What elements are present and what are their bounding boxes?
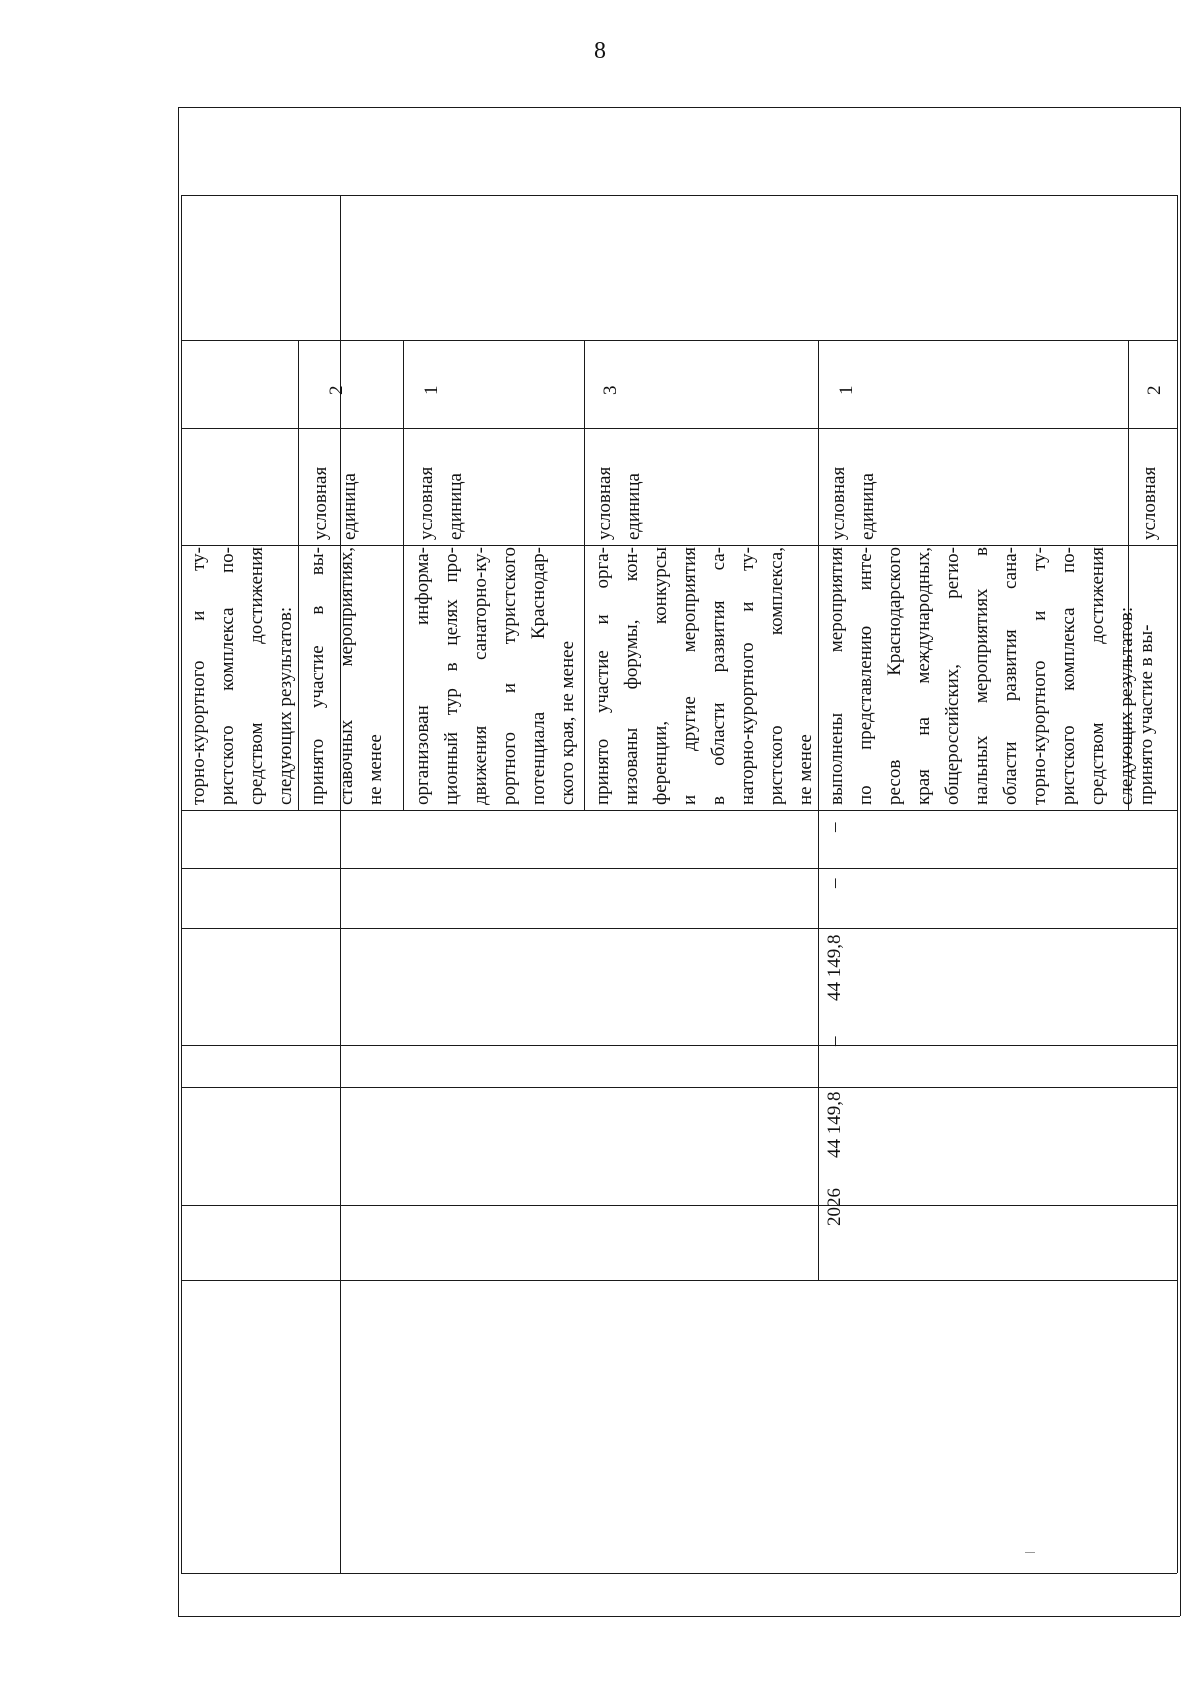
row-1-value: 2 (326, 385, 347, 395)
scan-mark (1025, 1552, 1035, 1553)
continued-description: торно-курортного и ту- ристского комплекса по- средством достижения следующих результатов: (188, 547, 296, 805)
row-2-value: 1 (421, 385, 442, 395)
row-4-description: принято участие в вы- (1136, 624, 1157, 805)
main-row-unit: условная единица (828, 466, 878, 540)
row-3-unit: условная единица (594, 466, 644, 540)
row-1-description: принято участие в вы- ставочных мероприятиях, не менее (307, 547, 386, 805)
main-row-total: 44 149,8 (824, 1091, 845, 1158)
main-row-col3: 44 149,8 (824, 934, 845, 1001)
row-3-value: 3 (600, 385, 621, 395)
row-2-unit: условная единица (416, 466, 466, 540)
main-row-col4: – (824, 878, 845, 888)
page-number: 8 (594, 38, 606, 64)
row-4-unit: условная (1139, 466, 1160, 540)
row-2-description: организован информа- ционный тур в целях про- движения санаторно-ку- рортного и туристского потенциала Краснодар- ского края, не менее (412, 547, 578, 805)
main-row-year: 2026 (824, 1188, 845, 1226)
row-3-description: принято участие и орга- низованы форумы, кон- ференции, конкурсы и другие мероприятия в области развития са- наторно-курортного и ту- ристского комплекса, не менее (592, 547, 816, 805)
main-row-description: выполнены мероприятия по представлению инте- ресов Краснодарского края на международных, общероссийских, регио- нальных мероприятиях в области развития сана- торно-курортного и ту- ристского комплекса по- средством достижения следующих результатов: (826, 547, 1137, 805)
main-row-col2: – (824, 1036, 845, 1046)
main-row-value: 1 (836, 385, 857, 395)
row-1-unit: условная единица (310, 466, 360, 540)
main-row-col5: – (824, 822, 845, 832)
row-4-value: 2 (1144, 385, 1165, 395)
